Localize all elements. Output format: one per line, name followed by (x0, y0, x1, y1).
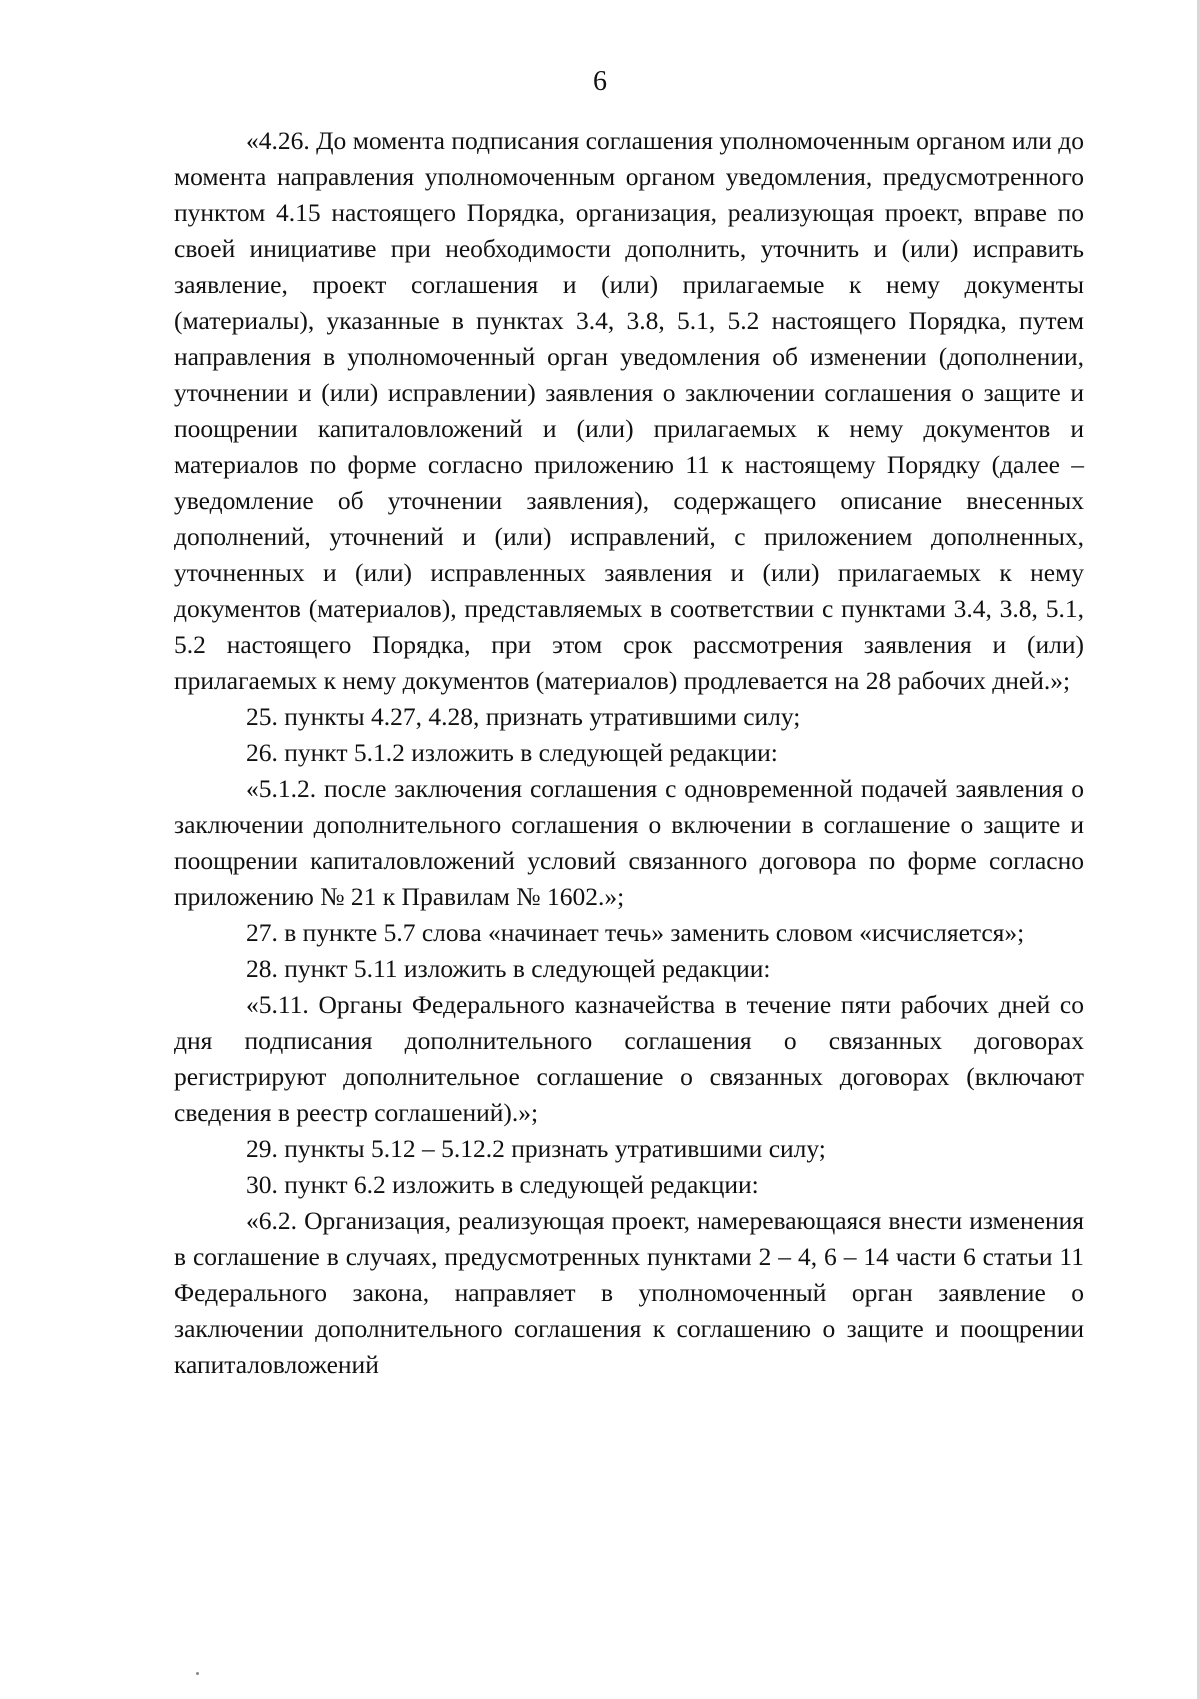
scan-speck (196, 1672, 199, 1675)
paragraph-item-27: 27. в пункте 5.7 слова «начинает течь» заменить словом «исчисляется»; (246, 918, 1025, 947)
paragraph-item-28: 28. пункт 5.11 изложить в следующей редакции: (246, 954, 771, 983)
document-body (174, 123, 1084, 1383)
paragraph-item-26: 26. пункт 5.1.2 изложить в следующей редакции: (246, 738, 778, 767)
paragraph-6-2: «6.2. Организация, реализующая проект, намеревающаяся внести изменения в соглашение в случаях, предусмотренных пунктами 2 – 4, 6 – 14 части 6 статьи 11 Федерального закона, направляет в уполномоченный орган заявление о заключении дополнительного соглашения к соглашению о защите и поощрении капиталовложений (174, 1206, 1084, 1379)
paragraph-4-26: «4.26. До момента подписания соглашения уполномоченным органом или до момента направления уполномоченным органом уведомления, предусмотренного пунктом 4.15 настоящего Порядка, организация, реализующая проект, вправе по своей инициативе при необходимости дополнить, уточнить и (или) исправить заявление, проект соглашения и (или) прилагаемые к нему документы (материалы), указанные в пунктах 3.4, 3.8, 5.1, 5.2 настоящего Порядка, путем направления в уполномоченный орган уведомления об изменении (дополнении, уточнении и (или) исправлении) заявления о заключении соглашения о защите и поощрении капиталовложений и (или) прилагаемых к нему документов и материалов по форме согласно приложению 11 к настоящему Порядку (далее – уведомление об уточнении заявления), содержащего описание внесенных дополнений, уточнений и (или) исправлений, с приложением дополненных, уточненных и (или) исправленных заявления и (или) прилагаемых к нему документов (материалов), представляемых в соответствии с пунктами 3.4, 3.8, 5.1, 5.2 настоящего Порядка, при этом срок рассмотрения заявления и (или) прилагаемых к нему документов (материалов) продлевается на 28 рабочих дней.»; (174, 126, 1084, 695)
paragraph-item-25: 25. пункты 4.27, 4.28, признать утратившими силу; (246, 702, 801, 731)
paragraph-item-30: 30. пункт 6.2 изложить в следующей редакции: (246, 1170, 759, 1199)
paragraph-5-1-2: «5.1.2. после заключения соглашения с одновременной подачей заявления о заключении дополнительного соглашения о включении в соглашение о защите и поощрении капиталовложений условий связанного договора по форме согласно приложению № 21 к Правилам № 1602.»; (174, 774, 1084, 911)
paragraph-item-29: 29. пункты 5.12 – 5.12.2 признать утратившими силу; (246, 1134, 826, 1163)
page-number: 6 (593, 66, 607, 97)
paragraph-5-11: «5.11. Органы Федерального казначейства в течение пяти рабочих дней со дня подписания дополнительного соглашения о связанных договорах регистрируют дополнительное соглашение о связанных договорах (включают сведения в реестр соглашений).»; (174, 990, 1084, 1127)
